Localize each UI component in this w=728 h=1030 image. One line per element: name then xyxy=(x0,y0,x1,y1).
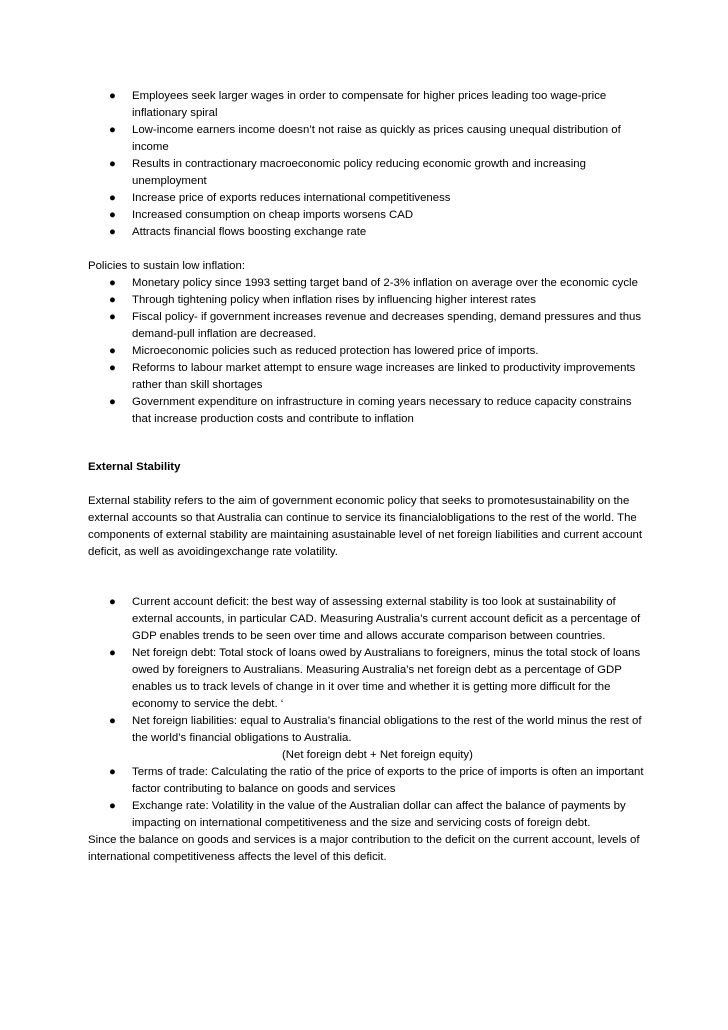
section-heading: External Stability xyxy=(88,461,181,473)
list-item-text: Low-income earners income doesn’t not raise as quickly as prices causing unequal distribution of income xyxy=(132,124,621,153)
list-item-text: Results in contractionary macroeconomic policy reducing economic growth and increasing unemployment xyxy=(132,158,586,187)
list-item-text: Reforms to labour market attempt to ensure wage increases are linked to productivity improvements rather than skill shortages xyxy=(132,362,636,391)
bullet-icon: ● xyxy=(109,396,116,408)
bullet-icon: ● xyxy=(109,596,116,608)
list-item-text: Monetary policy since 1993 setting target band of 2-3% inflation on average over the economic cycle xyxy=(132,277,638,289)
external-list-block xyxy=(0,594,728,866)
bullet-icon: ● xyxy=(109,766,116,778)
list-item xyxy=(0,798,728,832)
list-item-text: Exchange rate: Volatility in the value of the Australian dollar can affect the balance of payments by impacting on international competitiveness and the size and servicing costs of foreign debt. xyxy=(132,800,626,829)
external-list-continued xyxy=(0,764,728,832)
list-item xyxy=(0,309,728,343)
list-item-text: Microeconomic policies such as reduced protection has lowered price of imports. xyxy=(132,345,539,357)
effects-list xyxy=(0,88,728,241)
external-heading-block xyxy=(0,459,728,476)
external-paragraph-block xyxy=(0,493,728,561)
list-item xyxy=(0,190,728,207)
list-item-text: Employees seek larger wages in order to compensate for higher prices leading too wage-price inflationary spiral xyxy=(132,90,607,119)
bullet-icon: ● xyxy=(109,158,116,170)
bullet-icon: ● xyxy=(109,345,116,357)
list-item-text: Fiscal policy- if government increases revenue and decreases spending, demand pressures and thus demand-pull inflation are decreased. xyxy=(132,311,642,340)
list-item xyxy=(0,88,728,122)
bullet-icon: ● xyxy=(109,277,116,289)
list-item xyxy=(0,764,728,798)
list-item xyxy=(0,292,728,309)
bullet-icon: ● xyxy=(109,209,116,221)
closing-paragraph: Since the balance on goods and services is a major contribution to the deficit on the current account, levels of international competitiveness affects the level of this deficit. xyxy=(88,834,640,863)
list-item xyxy=(0,224,728,241)
bullet-icon: ● xyxy=(109,124,116,136)
list-item xyxy=(0,207,728,224)
bullet-icon: ● xyxy=(109,647,116,659)
bullet-icon: ● xyxy=(109,192,116,204)
list-item xyxy=(0,394,728,428)
list-item-text: Through tightening policy when inflation rises by influencing higher interest rates xyxy=(132,294,536,306)
bullet-icon: ● xyxy=(109,294,116,306)
external-list xyxy=(0,594,728,747)
list-item xyxy=(0,645,728,713)
bullet-icon: ● xyxy=(109,800,116,812)
bullet-icon: ● xyxy=(109,90,116,102)
bullet-icon: ● xyxy=(109,715,116,727)
list-item-text: Net foreign liabilities: equal to Australia’s financial obligations to the rest of the world minus the rest of the world’s financial obligations to Australia. xyxy=(132,715,642,744)
bullet-icon: ● xyxy=(109,362,116,374)
list-item xyxy=(0,713,728,747)
list-item xyxy=(0,343,728,360)
policies-block xyxy=(0,258,728,428)
list-item-text: Terms of trade: Calculating the ratio of the price of exports to the price of imports is often an important factor contributing to balance on goods and services xyxy=(132,766,644,795)
formula-text: (Net foreign debt + Net foreign equity) xyxy=(282,749,473,761)
list-item xyxy=(0,360,728,394)
list-item-text: Increase price of exports reduces international competitiveness xyxy=(132,192,451,204)
list-item xyxy=(0,122,728,156)
list-item-text: Net foreign debt: Total stock of loans owed by Australians to foreigners, minus the total stock of loans owed by foreigners to Australians. Measuring Australia’s net foreign debt as a percentage of GDP enables us to track levels of change in it over time and whether it is getting more difficult for the economy to service the debt. ‘ xyxy=(132,647,641,710)
policies-list xyxy=(0,275,728,428)
bullet-icon: ● xyxy=(109,311,116,323)
list-item-text: Current account deficit: the best way of assessing external stability is too look at sustainability of external accounts, in particular CAD. Measuring Australia’s current account deficit as a percentage of GDP enables trends to be seen over time and allows accurate comparison between countries. xyxy=(132,596,641,642)
bullet-icon: ● xyxy=(109,226,116,238)
list-item-text: Government expenditure on infrastructure in coming years necessary to reduce capacity constrains that increase production costs and contribute to inflation xyxy=(132,396,632,425)
effects-list-block xyxy=(0,88,728,241)
policies-intro: Policies to sustain low inflation: xyxy=(88,260,246,272)
list-item-text: Increased consumption on cheap imports worsens CAD xyxy=(132,209,414,221)
list-item-text: Attracts financial flows boosting exchange rate xyxy=(132,226,367,238)
body-paragraph: External stability refers to the aim of government economic policy that seeks to promotesustainability on the external accounts so that Australia can continue to service its financialobligations to the rest of the world. The components of external stability are maintaining asustainable level of net foreign liabilities and current account deficit, as well as avoidingexchange rate volatility. xyxy=(88,495,643,558)
list-item xyxy=(0,275,728,292)
list-item xyxy=(0,594,728,645)
list-item xyxy=(0,156,728,190)
